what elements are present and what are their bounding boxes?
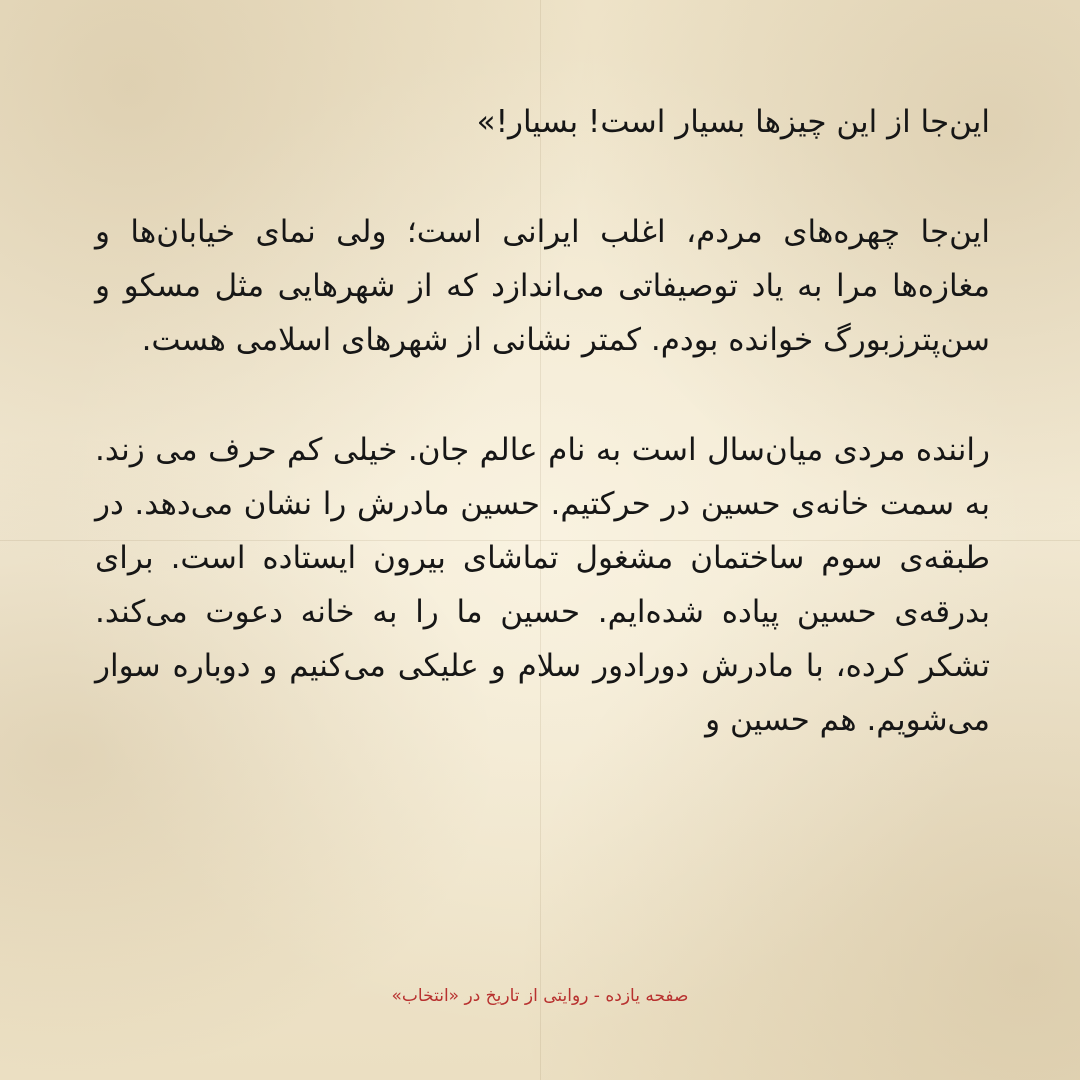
paragraph-city-description: این‌جا چهره‌های مردم، اغلب ایرانی است؛ ولی نمای خیابان‌ها و مغازه‌ها مرا به یاد توصیفاتی می‌اندازد که از شهرهایی مثل مسکو و سن‌پترزبورگ خوانده بودم. کمتر نشانی از شهرهای اسلامی هست. [95, 214, 990, 358]
page-footer: صفحه یازده - روایتی از تاریخ در «انتخاب» [391, 986, 689, 1006]
paragraph-quote-end: این‌جا از این چیزها بسیار است! بسیار!» [476, 104, 990, 140]
paragraph-driver-story: راننده مردی میان‌سال است به نام عالم جان. خیلی کم حرف می زند. به سمت خانه‌ی حسین در حرکتیم. حسین مادرش را نشان می‌دهد. در طبقه‌ی سوم ساختمان مشغول تماشای بیرون ایستاده است. برای بدرقه‌ی حسین پیاده شده‌ایم. حسین ما را به خانه دعوت می‌کند. تشکر کرده، با مادرش دورادور سلام و علیکی می‌کنیم و دوباره سوار می‌شویم. هم حسین و [95, 432, 990, 738]
text-page [95, 95, 990, 975]
